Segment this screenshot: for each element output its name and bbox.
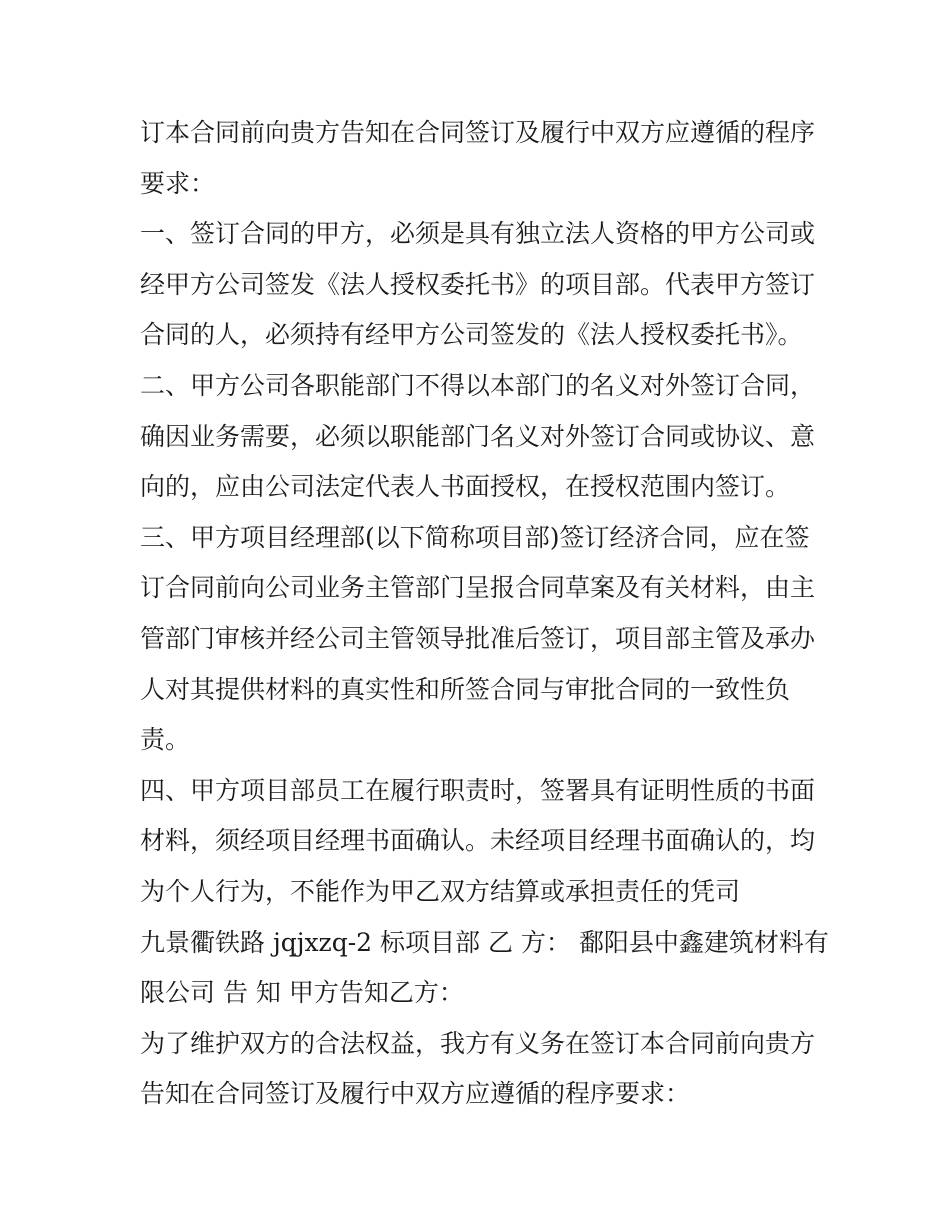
text-line: 告知在合同签订及履行中双方应遵循的程序要求： xyxy=(140,1079,691,1109)
text-line: 订合同前向公司业务主管部门呈报合同草案及有关材料，由主 xyxy=(140,573,816,603)
text-line: 向的，应由公司法定代表人书面授权，在授权范围内签订。 xyxy=(140,472,791,502)
text-line: 九景衢铁路 jqjxzq-2 标项目部 乙 方： 鄱阳县中鑫建筑材料有 xyxy=(140,927,829,957)
document-body xyxy=(140,108,830,1120)
text-line: 为了维护双方的合法权益，我方有义务在签订本合同前向贵方 xyxy=(140,1028,816,1058)
text-line: 要求： xyxy=(140,168,216,198)
text-line: 三、甲方项目经理部(以下简称项目部)签订经济合同，应在签 xyxy=(140,522,810,552)
text-line: 合同的人，必须持有经甲方公司签发的《法人授权委托书》。 xyxy=(140,320,803,350)
text-line: 经甲方公司签发《法人授权委托书》的项目部。代表甲方签订 xyxy=(140,269,816,299)
text-line: 限公司 告 知 甲方告知乙方： xyxy=(140,978,464,1008)
text-line: 管部门审核并经公司主管领导批准后签订，项目部主管及承办 xyxy=(140,623,816,653)
text-line: 为个人行为，不能作为甲乙双方结算或承担责任的凭司 xyxy=(140,876,741,906)
text-line: 确因业务需要，必须以职能部门名义对外签订合同或协议、意 xyxy=(140,421,816,451)
text-line: 四、甲方项目部员工在履行职责时，签署具有证明性质的书面 xyxy=(140,775,816,805)
text-line: 材料，须经项目经理书面确认。未经项目经理书面确认的，均 xyxy=(140,826,816,856)
text-line: 责。 xyxy=(140,725,191,755)
text-line: 订本合同前向贵方告知在合同签订及履行中双方应遵循的程序 xyxy=(140,118,816,147)
text-line: 人对其提供材料的真实性和所签合同与审批合同的一致性负 xyxy=(140,674,791,704)
text-line: 一、签订合同的甲方，必须是具有独立法人资格的甲方公司或 xyxy=(140,219,816,249)
text-line: 二、甲方公司各职能部门不得以本部门的名义对外签订合同， xyxy=(140,370,816,400)
